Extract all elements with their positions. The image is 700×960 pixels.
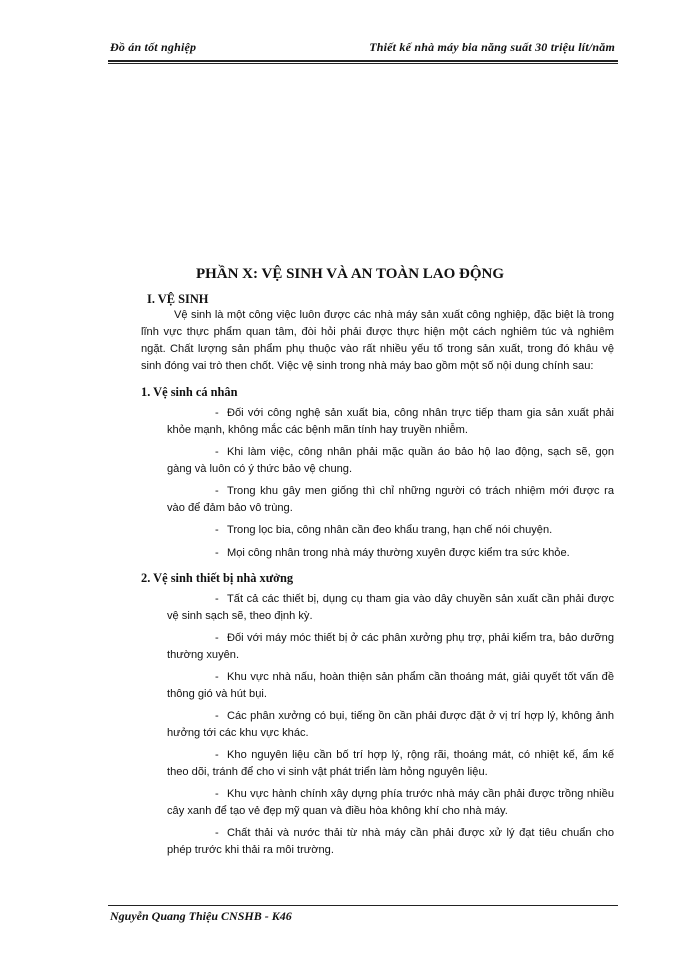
dash-bullet: - — [215, 546, 219, 559]
list-item: - Mọi công nhân trong nhà máy thường xuyên được kiểm tra sức khỏe. — [167, 545, 614, 562]
page-footer: Nguyễn Quang Thiệu CNSHB - K46 — [110, 909, 292, 923]
list-item: - Trong lọc bia, công nhân cần đeo khẩu trang, hạn chế nói chuyện. — [167, 522, 614, 539]
footer-rule — [108, 905, 618, 906]
list-item: - Chất thải và nước thải từ nhà máy cần phải được xử lý đạt tiêu chuẩn cho phép trước khi thải ra môi trường. — [167, 827, 614, 856]
document-body — [141, 291, 614, 864]
header-right: Thiết kế nhà máy bia năng suất 30 triệu lít/năm — [369, 40, 615, 54]
dash-bullet: - — [215, 524, 219, 536]
subsection-heading-2: 2. Vệ sinh thiết bị nhà xưởng — [141, 571, 294, 585]
list-item: - Đối với công nghệ sản xuất bia, công nhân trực tiếp tham gia sản xuất phải khỏe mạnh, không mắc các bệnh mãn tính hay truyền nhiễm. — [167, 407, 614, 436]
dash-bullet: - — [215, 593, 219, 605]
list-item: - Trong khu gây men giống thì chỉ những người có trách nhiệm mới được ra vào để đảm bảo vô trùng. — [167, 485, 614, 514]
subsection-heading-1: 1. Vệ sinh cá nhân — [141, 385, 238, 399]
dash-bullet: - — [215, 632, 219, 644]
list-item: - Tất cả các thiết bị, dụng cụ tham gia vào dây chuyền sản xuất cần phải được vệ sinh sạch sẽ, theo định kỳ. — [167, 593, 614, 622]
header-rule-thin — [108, 63, 618, 64]
page-header — [110, 40, 615, 58]
dash-bullet: - — [215, 749, 219, 761]
intro-paragraph: Vệ sinh là một công việc luôn được các nhà máy sản xuất công nghiệp, đặc biệt là trong lĩnh vực thực phẩm quan tâm, đòi hỏi phải được thực hiện một cách nghiêm túc và nghiêm ngặt. Chất lượng sản phẩm phụ thuộc vào rất nhiều yếu tố trong sản xuất, trong đó khâu vệ sinh đóng vai trò then chốt. Việc vệ sinh trong nhà máy bao gồm một số nội dung chính sau: — [141, 309, 614, 372]
dash-bullet: - — [215, 710, 219, 722]
list-item: - Khu vực nhà nấu, hoàn thiện sản phẩm cần thoáng mát, giải quyết tốt vấn đề thông gió và hút bụi. — [167, 671, 614, 700]
list-item: - Các phân xưởng có bụi, tiếng ồn cần phải được đặt ở vị trí hợp lý, không ảnh hưởng tới các khu vực khác. — [167, 710, 614, 739]
header-left: Đồ án tốt nghiệp — [110, 40, 197, 54]
dash-bullet: - — [215, 671, 219, 683]
personal-hygiene-list — [141, 405, 614, 561]
equipment-hygiene-list — [141, 591, 614, 858]
dash-bullet: - — [215, 485, 219, 497]
list-item: - Đối với máy móc thiết bị ở các phân xưởng phụ trợ, phải kiểm tra, bảo dưỡng thường xuyên. — [167, 632, 614, 661]
header-rule — [108, 60, 618, 62]
dash-bullet: - — [215, 407, 219, 419]
section-heading: I. VỆ SINH — [147, 292, 209, 306]
dash-bullet: - — [215, 446, 219, 458]
list-item: - Khi làm việc, công nhân phải mặc quần áo bảo hộ lao động, sạch sẽ, gọn gàng và luôn có ý thức bảo vệ chung. — [167, 446, 614, 475]
dash-bullet: - — [215, 827, 219, 839]
dash-bullet: - — [215, 788, 219, 800]
list-item: - Kho nguyên liệu cần bố trí hợp lý, rộng rãi, thoáng mát, có nhiệt kế, ẩm kế theo dõi, tránh để cho vi sinh vật phát triển làm hỏng nguyên liệu. — [167, 749, 614, 778]
page-title: PHẦN X: VỆ SINH VÀ AN TOÀN LAO ĐỘNG — [195, 266, 505, 282]
list-item: - Khu vực hành chính xây dựng phía trước nhà máy cần phải được trồng nhiều cây xanh để tạo vẻ đẹp mỹ quan và điều hòa không khí cho nhà máy. — [167, 788, 614, 817]
